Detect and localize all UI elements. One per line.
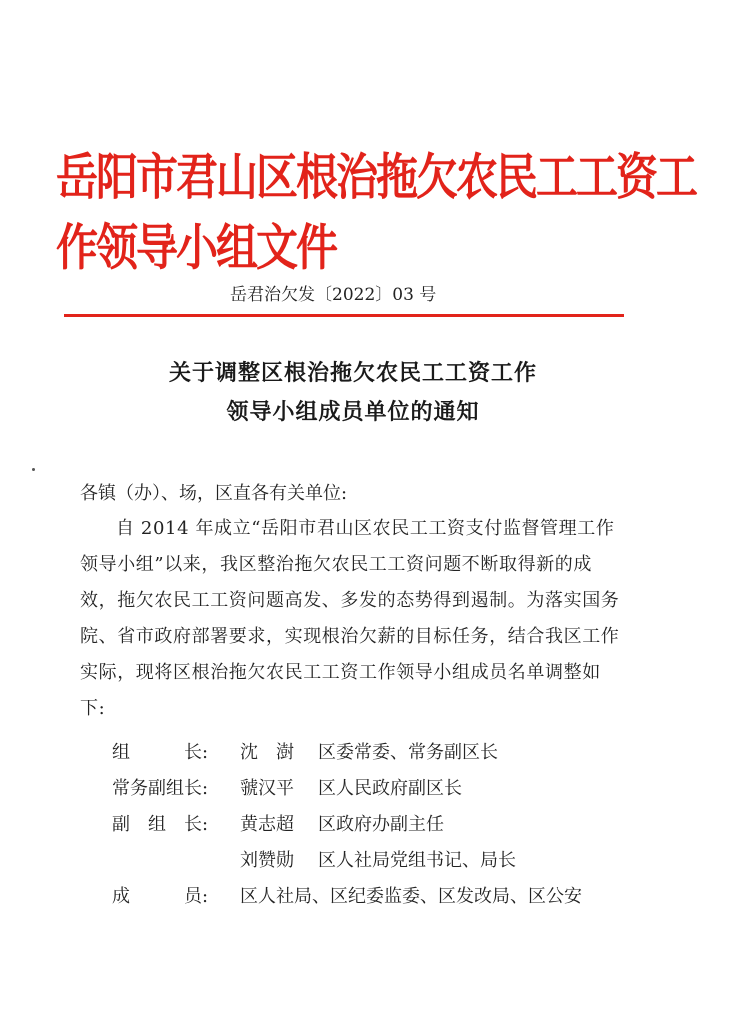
member-role: 组 长: [112, 742, 209, 763]
scan-speck [32, 468, 35, 471]
member-role: 副 组 长: [112, 814, 209, 835]
member-name: 黄志超 [240, 814, 294, 835]
red-divider-line [64, 314, 624, 317]
notice-title-line-1: 关于调整区根治拖欠农民工工资工作 [168, 360, 537, 386]
member-role: 常务副组长: [112, 778, 209, 799]
units-list: 区人社局、区纪委监委、区发改局、区公安 [240, 886, 582, 907]
document-number: 岳君治欠发〔2022〕03 号 [230, 285, 437, 305]
units-role: 成 员: [112, 886, 209, 907]
body-paragraph: 自 2014 年成立“岳阳市君山区农民工工资支付监督管理工作领导小组”以来，我区整治拖欠农民工工资问题不断取得新的成效，拖欠农民工工资问题高发、多发的态势得到遏制。为落实国务院、省市政府部署要求，实现根治欠薪的目标任务，结合我区工作实际，现将区根治拖欠农民工工资工作领导小组成员名单调整如下: [80, 518, 620, 719]
notice-title-line-2: 领导小组成员单位的通知 [226, 399, 480, 425]
member-name: 虢汉平 [240, 778, 294, 799]
member-name: 刘赞勋 [240, 850, 294, 871]
salutation: 各镇（办）、场，区直各有关单位: [80, 483, 348, 504]
document-header-title: 岳阳市君山区根治拖欠农民工工资工作领导小组文件 [56, 147, 697, 277]
member-position: 区委常委、常务副区长 [318, 742, 498, 763]
member-name: 沈 澍 [240, 742, 294, 763]
member-position: 区人民政府副区长 [318, 778, 462, 799]
member-position: 区人社局党组书记、局长 [318, 850, 516, 871]
member-position: 区政府办副主任 [318, 814, 444, 835]
